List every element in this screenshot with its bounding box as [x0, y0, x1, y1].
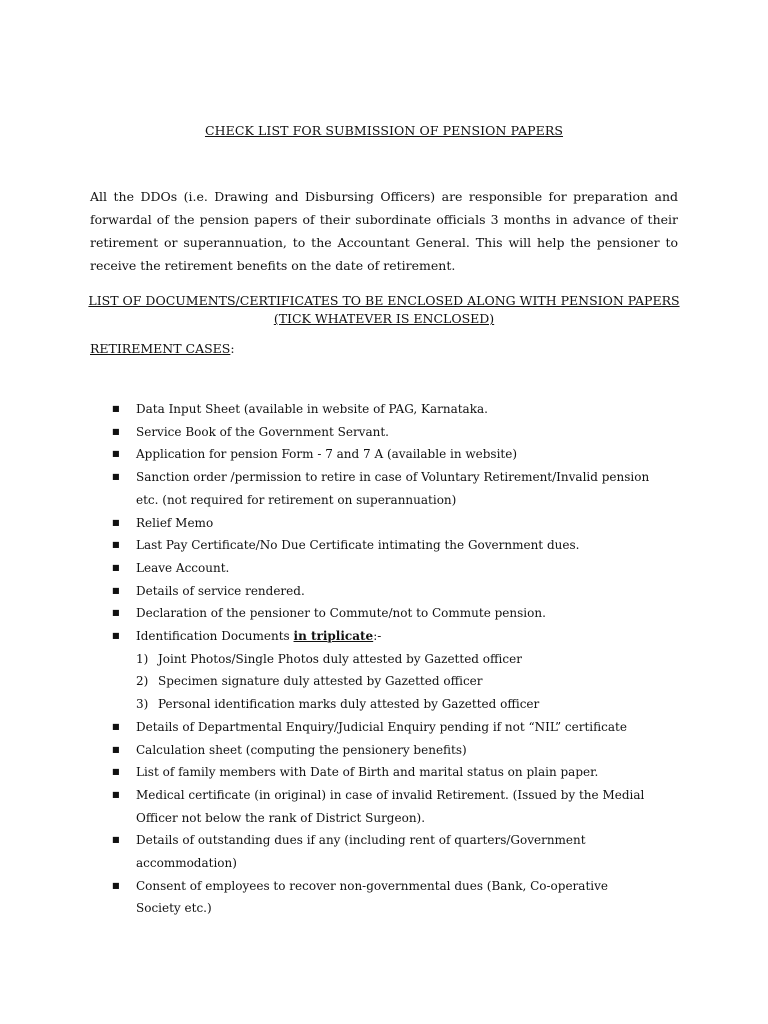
bullet-icon: ■: [112, 472, 120, 482]
checklist-item-text: Last Pay Certificate/No Due Certificate intimating the Government dues.: [136, 538, 580, 553]
checklist-item: [0, 443, 656, 466]
bullet-icon: ■: [112, 767, 120, 777]
bullet-icon: ■: [112, 744, 120, 754]
section-heading-suffix: :: [230, 341, 235, 356]
checklist-item: [0, 602, 656, 625]
checklist-item: [0, 421, 656, 444]
identification-emphasis: in triplicate: [293, 629, 374, 644]
bullet-icon: ■: [112, 517, 120, 527]
identification-sub-item: [0, 693, 678, 716]
bullet-icon: ■: [112, 721, 120, 731]
checklist-item-text: Details of Departmental Enquiry/Judicial Enquiry pending if not “NIL” certificate: [136, 719, 627, 734]
intro-paragraph: All the DDOs (i.e. Drawing and Disbursing Officers) are responsible for preparation and forwardal of the pension papers of their subordinate officials 3 months in advance of their retirement or superannuation, to the Accountant General. This will help the pensioner to receive the retirement benefits on the date of retirement.: [90, 189, 678, 273]
list-heading-line-2: (TICK WHATEVER IS ENCLOSED): [273, 311, 495, 326]
checklist-item: [0, 739, 656, 762]
checklist-item-text: Sanction order /permission to retire in case of Voluntary Retirement/Invalid pension etc. (not required for retirement on superannuation): [136, 470, 650, 507]
checklist-item-text: Details of outstanding dues if any (including rent of quarters/Government accommodation): [136, 833, 586, 871]
identification-prefix: Identification Documents: [136, 629, 294, 644]
bullet-icon: ■: [112, 404, 120, 413]
sub-item-text: Specimen signature duly attested by Gazetted officer: [158, 674, 483, 689]
checklist-item-text: Service Book of the Government Servant.: [136, 424, 389, 439]
checklist-item: [0, 875, 656, 920]
bullet-icon: ■: [112, 449, 120, 459]
checklist-item: [0, 557, 656, 580]
identification-suffix: :-: [373, 629, 382, 644]
checklist-item: [0, 534, 656, 557]
checklist-item-text: Calculation sheet (computing the pensionery benefits): [136, 742, 467, 757]
checklist-item: [0, 761, 656, 784]
checklist-item-identification: [0, 625, 656, 648]
bullet-icon: ■: [112, 608, 120, 618]
sub-item-number: 1): [136, 651, 149, 666]
sub-item-number: 3): [136, 697, 149, 712]
section-heading: [90, 340, 235, 358]
checklist-item-text: Relief Memo: [136, 515, 214, 530]
checklist-item: [0, 398, 656, 421]
checklist-item-text: Application for pension Form - 7 and 7 A (available in website): [136, 447, 518, 462]
sub-item-number: 2): [136, 674, 149, 689]
checklist-item: [0, 580, 656, 603]
document-title: CHECK LIST FOR SUBMISSION OF PENSION PAPERS: [204, 123, 564, 138]
list-heading: [80, 292, 688, 328]
checklist-item-text: Consent of employees to recover non-governmental dues (Bank, Co-operative Society etc.): [136, 878, 608, 916]
identification-sub-item: [0, 670, 678, 693]
bullet-icon: ■: [112, 789, 120, 799]
checklist-item: [0, 784, 656, 829]
checklist-item-text: Leave Account.: [136, 560, 230, 575]
bullet-icon: ■: [112, 562, 120, 572]
bullet-icon: ■: [112, 585, 120, 595]
bullet-icon: ■: [112, 540, 120, 550]
bullet-icon: ■: [112, 631, 120, 641]
checklist-item: [0, 829, 656, 874]
identification-sub-item: [0, 648, 678, 671]
sub-item-text: Personal identification marks duly attested by Gazetted officer: [158, 697, 540, 712]
checklist-item-text: Data Input Sheet (available in website of PAG, Karnataka.: [136, 402, 488, 416]
checklist-item: [0, 466, 656, 511]
checklist-item-text: Declaration of the pensioner to Commute/not to Commute pension.: [136, 606, 546, 621]
list-heading-line-1: LIST OF DOCUMENTS/CERTIFICATES TO BE ENCLOSED ALONG WITH PENSION PAPERS: [88, 293, 680, 308]
sub-item-text: Joint Photos/Single Photos duly attested by Gazetted officer: [158, 651, 522, 666]
checklist-item-text: Medical certificate (in original) in case of invalid Retirement. (Issued by the Medial Officer not below the rank of District Surgeon).: [136, 787, 645, 825]
bullet-icon: ■: [112, 835, 120, 845]
checklist-item-text: List of family members with Date of Birth and marital status on plain paper.: [136, 765, 599, 780]
bullet-icon: ■: [112, 426, 120, 436]
checklist-item-text: Details of service rendered.: [136, 583, 305, 598]
bullet-icon: ■: [112, 880, 120, 890]
checklist-item: [0, 512, 656, 535]
section-heading-text: RETIREMENT CASES: [90, 341, 231, 356]
checklist: [0, 398, 768, 920]
checklist-item: [0, 716, 656, 739]
